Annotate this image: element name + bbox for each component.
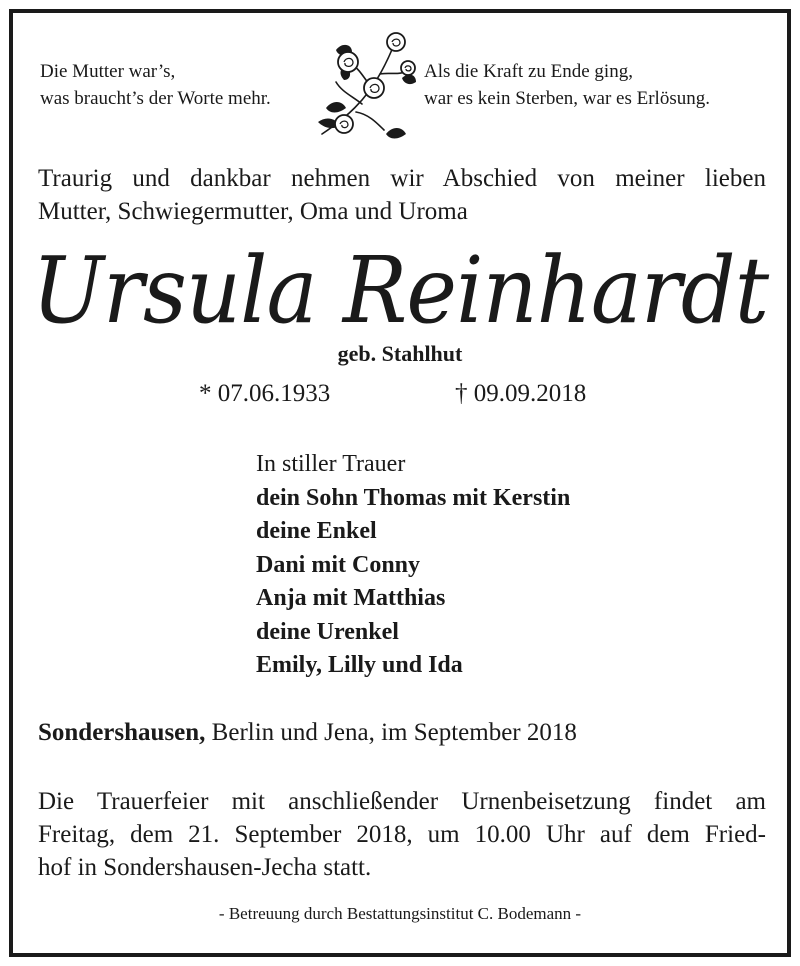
- ceremony-notice: [38, 785, 766, 884]
- mourners-list: [256, 448, 570, 683]
- quote-left-line-2: was braucht’s der Worte mehr.: [40, 88, 271, 109]
- ceremony-line-1: Die Trauerfeier mit anschließender Urnenbeisetzung findet am: [38, 788, 766, 815]
- mourner-line: deine Urenkel: [256, 618, 399, 645]
- mourner-line: dein Sohn Thomas mit Kerstin: [256, 484, 571, 511]
- quote-left: [40, 58, 271, 112]
- deceased-name: Ursula Reinhardt: [31, 237, 769, 344]
- ceremony-line-3: hof in Sondershausen-Jecha statt.: [38, 854, 372, 881]
- roses-icon: [316, 30, 418, 142]
- intro-line-1: Traurig und dankbar nehmen wir Abschied von meiner lieben: [38, 165, 766, 192]
- mourner-line: Anja mit Matthias: [256, 585, 446, 611]
- funeral-home-credit: - Betreuung durch Bestattungsinstitut C. Bodemann -: [218, 904, 582, 923]
- quote-right-line-2: war es kein Sterben, war es Erlösung.: [424, 88, 710, 109]
- death-date: † 09.09.2018: [455, 380, 587, 407]
- place-main-city: Sondershausen,: [38, 719, 206, 746]
- birth-date: * 07.06.1933: [199, 380, 331, 407]
- intro-line-2: Mutter, Schwiegermutter, Oma und Uroma: [38, 198, 468, 225]
- intro-text: [38, 162, 766, 228]
- quote-left-line-1: Die Mutter war’s,: [40, 61, 176, 82]
- place-rest: Berlin und Jena, im September 2018: [205, 719, 577, 746]
- quote-right: [424, 58, 710, 112]
- mourner-line: Dani mit Conny: [256, 551, 421, 578]
- mourner-line: deine Enkel: [256, 518, 377, 544]
- mourners-heading: In stiller Trauer: [256, 451, 406, 477]
- quote-right-line-1: Als die Kraft zu Ende ging,: [424, 61, 633, 82]
- ceremony-line-2: Freitag, dem 21. September 2018, um 10.00 Uhr auf dem Fried-: [38, 821, 766, 848]
- place-and-date: [38, 716, 577, 749]
- maiden-name: geb. Stahlhut: [337, 341, 463, 366]
- mourner-line: Emily, Lilly und Ida: [256, 652, 463, 678]
